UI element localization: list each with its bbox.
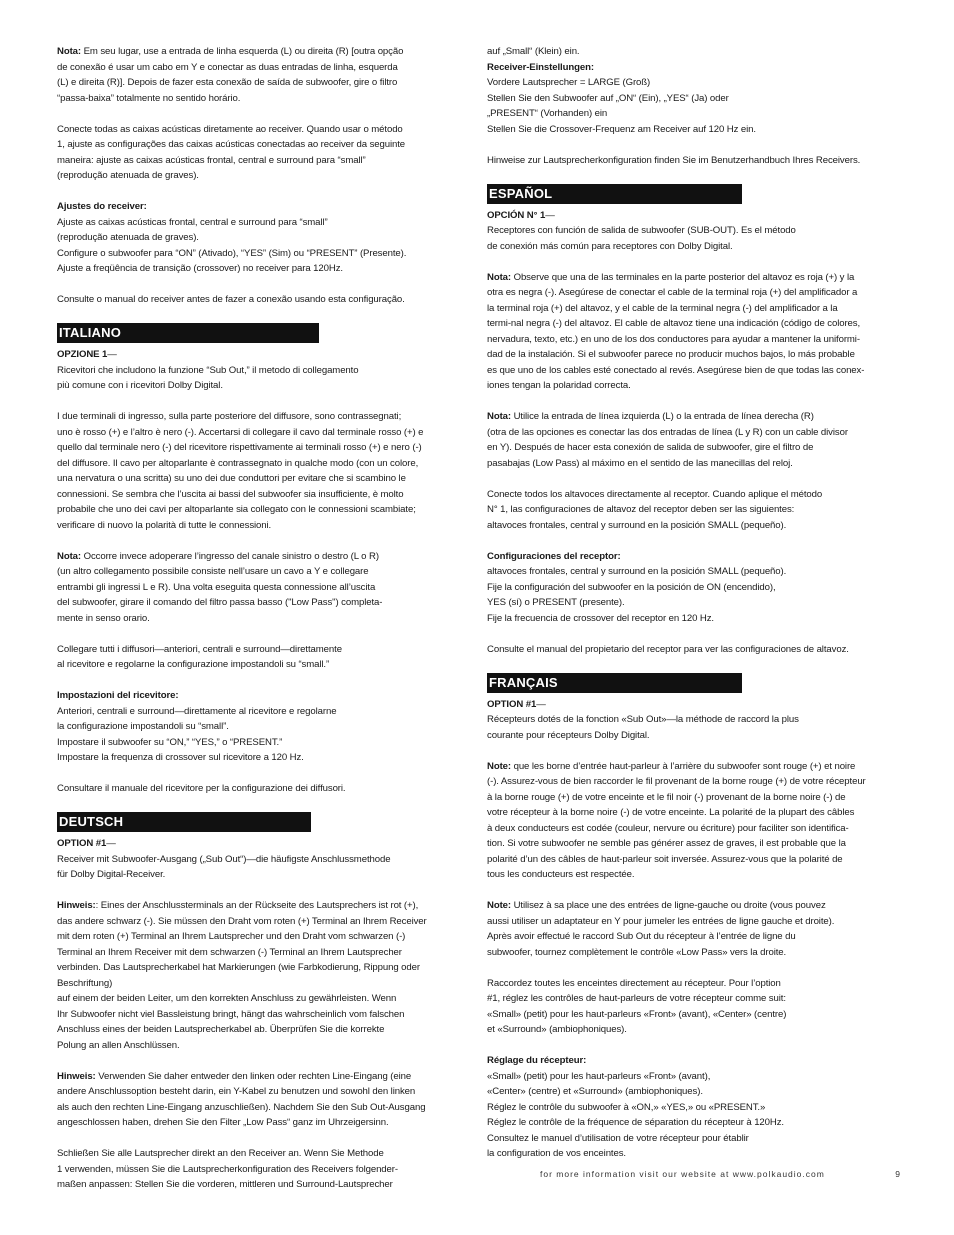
pt-settings-title: Ajustes do receiver:	[57, 201, 147, 212]
es-consult-paragraph: Consulte el manual del propietario del receptor para ver las configuraciones de altavoz.	[487, 643, 849, 655]
page-footer	[540, 1169, 900, 1179]
pt-settings-paragraph: Ajustes do receiver: Ajuste as caixas acústicas frontal, central e surround para “small” (reprodução atenuada de graves). Configure o subwoofer para “ON” (Ativado), “YES” (Sim) ou “PRESENT” (Presente). Ajuste a freqüência de transição (crossover) no receiver para 120Hz.	[57, 199, 467, 277]
de-consult-paragraph: Hinweise zur Lautsprecherkonfiguration finden Sie im Benutzerhandbuch Ihres Receivers.	[487, 154, 861, 166]
de-settings-title: Receiver-Einstellungen:	[487, 61, 594, 73]
pt-nota-paragraph: Nota: Em seu lugar, use a entrada de linha esquerda (L) ou direita (R) [outra opção de conexão é usar um cabo em Y e conectar as duas entradas de linha, esquerda (L) e direita (R)]. Depois de fazer esta conexão de saída de subwoofer, gire o filtro “passa-baixa” totalmente no sentido horário.	[57, 46, 404, 104]
es-connect-paragraph: Conecte todos los altavoces directamente al receptor. Cuando aplique el método N° 1, las configuraciones de altavoz del receptor deben ser las siguientes: altavoces frontales, central y surround en la posición SMALL (pequeño).	[487, 488, 823, 531]
fr-note-paragraph-1: Note: que les borne d’entrée haut-parleur à l’arrière du subwoofer sont rouge (+) et noire (-). Assurez-vous de bien raccorder le fil provenant de la borne rouge (+) de votre récepteur à la borne rouge (+) de votre enceinte et le fil noir (-) provenant de la borne noire (-) de votre récepteur à la borne noire (-) de votre enceinte. La polarité de la plupart des câbles à deux conducteurs est codée (couleur, nervure ou écriture) pour faciliter son identifica- tion. Si votre subwoofer ne semble pas générer assez de graves, il est probable que la polarité d’un des câbles de haut-parleur soit inversée. Assurez-vous que la polarité de tous les conducteurs est respectée.	[487, 760, 866, 880]
pt-consult-paragraph: Consulte o manual do receiver antes de fazer a conexão usando esta configuração.	[57, 294, 405, 305]
de-option-label: OPTION #1	[57, 838, 107, 849]
nota-label: Nota:	[57, 46, 82, 57]
italiano-heading: ITALIANO	[57, 323, 319, 343]
es-settings-paragraph: Configuraciones del receptor: altavoces frontales, central y surround en la posición SMALL (pequeño). Fije la configuración del subwoofer en la posición de ON (encendido), YES (sí) o PRESENT (presente). Fije la frecuencia de crossover del receptor en 120 Hz.	[487, 549, 899, 627]
de-connect-paragraph: Schließen Sie alle Lautsprecher direkt an den Receiver an. Wenn Sie Methode 1 verwenden, müssen Sie die Lautsprecherkonfiguration des Receivers folgender- maßen anpassen: Stellen Sie die vorderen, mittleren und Surround-Lautsprecher	[57, 1148, 398, 1190]
it-consult-paragraph: Consultare il manuale del ricevitore per la configurazione dei diffusori.	[57, 783, 346, 794]
francais-heading: FRANÇAIS	[487, 673, 742, 693]
es-nota-paragraph-1: Nota: Observe que una de las terminales en la parte posterior del altavoz es roja (+) y la otra es negra (-). Asegúrese de conectar el cable de la terminal roja (+) del amplificador a la terminal roja (+) del altavoz, y el cable de la terminal negra (-) del amplificador a la termi-nal negra (-) del altavoz. El cable de altavoz tiene una indicación (código de colores, nervadura, texto, etc.) en uno de los dos conductores para ayudar a mantener la uniformi- dad de la instalación. Si el subwoofer parece no producir muchos bajos, lo más probable es que uno de los cables esté conectado al revés. Asegúrese bien de que todas las conex- iones tengan la polaridad correcta.	[487, 271, 865, 391]
de-hinweis-paragraph-1: Hinweis:: Eines der Anschlussterminals an der Rückseite des Lautsprechers ist rot (+), das andere schwarz (-). Sie müssen den Draht vom roten (+) Terminal an Ihrem Receiver mit dem roten (+) Terminal an Ihrem Lautsprecher und den Draht vom schwarzen (-) Terminal an Ihrem Receiver mit dem schwarzen (-) Terminal an Ihrem Lautsprecher verbinden. Das Lautsprecherkabel hat Markierungen (wie Farbkodierung, Rippung oder Beschriftung) auf einem der beiden Leiter, um den korrekten Anschluss zu gewährleisten. Wenn Ihr Subwoofer nicht viel Bassleistung bringt, hängt das wahrscheinlich vom falschen Anschluss eines der beiden Lautsprecherkabel ab. Überprüfen Sie die korrekte Polung an allen Anschlüssen.	[57, 900, 427, 1051]
fr-option-paragraph: OPTION #1— Récepteurs dotés de la fonction «Sub Out»—la méthode de raccord la plus courante pour récepteurs Dolby Digital.	[487, 698, 799, 741]
it-settings-title: Impostazioni del ricevitore:	[57, 690, 179, 701]
fr-note-paragraph-2: Note: Utilisez à sa place une des entrées de ligne-gauche ou droite (vous pouvez aussi utiliser un adaptateur en Y pour jumeler les entrées de ligne gauche et droite). Après avoir effectué le raccord Sub Out du récepteur à l’entrée de ligne du subwoofer, tournez complètement le contrôle «Low Pass» vers la droite.	[487, 900, 835, 958]
de-connect-continued: auf „Small“ (Klein) ein. Receiver-Einstellungen: Vordere Lautsprecher = LARGE (Groß) Stellen Sie den Subwoofer auf „ON“ (Ein), „YES“ (Ja) oder „PRESENT“ (Vorhanden) ein Stellen Sie die Crossover-Frequenz am Receiver auf 120 Hz ein.	[487, 44, 899, 137]
it-settings-paragraph: Impostazioni del ricevitore: Anteriori, centrali e surround—direttamente al ricevitore e regolarne la configurazione impostandoli su “small”. Impostare il subwoofer su “ON,” “YES,” o “PRESENT.” Impostare la frequenza di crossover sul ricevitore a 120 Hz.	[57, 688, 467, 766]
de-option-paragraph: OPTION #1— Receiver mit Subwoofer-Ausgang („Sub Out“)—die häufigste Anschlussmethode für Dolby Digital-Receiver.	[57, 838, 391, 880]
it-option-paragraph: OPZIONE 1— Ricevitori che includono la funzione “Sub Out,” il metodo di collegamento più comune con i ricevitori Dolby Digital.	[57, 349, 359, 391]
es-option-label: OPCIÓN N° 1	[487, 209, 546, 221]
deutsch-heading: DEUTSCH	[57, 812, 311, 832]
fr-settings-paragraph: Réglage du récepteur: «Small» (petit) pour les haut-parleurs «Front» (avant), «Center» (centre) et «Surround» (ambiophoniques). Réglez le contrôle du subwoofer à «ON,» «YES,» ou «PRESENT.» Réglez le contrôle de la fréquence de séparation du récepteur à 120Hz. Consultez le manuel d’utilisation de votre récepteur pour établir la configuration de vos enceintes.	[487, 1053, 899, 1162]
pt-connect-paragraph: Conecte todas as caixas acústicas diretamente ao receiver. Quando usar o método 1, ajuste as configurações das caixas acústicas conectadas ao receiver da seguinte maneira: ajuste as caixas acústicas frontal, central e surround para “small” (reprodução atenuada de graves).	[57, 123, 406, 181]
fr-connect-paragraph: Raccordez toutes les enceintes directement au récepteur. Pour l’option #1, réglez les contrôles de haut-parleurs de votre récepteur comme suit: «Small» (petit) pour les haut-parleurs «Front» (avant), «Center» (centre) et «Surround» (ambiophoniques).	[487, 977, 787, 1035]
right-column	[487, 44, 899, 1177]
es-settings-title: Configuraciones del receptor:	[487, 550, 621, 562]
it-terminals-paragraph: I due terminali di ingresso, sulla parte posteriore del diffusore, sono contrassegnati; uno è rosso (+) e l’altro è nero (-). Accertarsi di collegare il cavo dal terminale rosso (+) e quello dal terminale nero (-) del ricevitore rispettivamente ai terminali rosso (+) e nero (-) del diffusore. Il cavo per altoparlante è contrassegnato in qualche modo (con un colore, una nervatura o una scritta) su uno dei due conduttori per evitare che si scambino le connessioni. Se sembra che l’uscita ai bassi del subwoofer sia insufficiente, è molto probabile che uno dei cavi per altoparlante sia collegato con le connessioni scambiate; verificare di nuovo la polarità di tutte le connessioni.	[57, 411, 424, 531]
fr-settings-title: Réglage du récepteur:	[487, 1055, 587, 1066]
it-option-label: OPZIONE 1	[57, 349, 108, 360]
espanol-heading: ESPAÑOL	[487, 184, 742, 204]
it-nota-paragraph: Nota: Occorre invece adoperare l’ingresso del canale sinistro o destro (L o R) (un altro collegamento possibile consiste nell’usare un cavo a Y e collegare entrambi gli ingressi L e R). Una volta eseguita questa connessione all’uscita del subwoofer, girare il comando del filtro passa basso ("Low Pass") completa- mente in senso orario.	[57, 550, 383, 624]
page-number: 9	[895, 1169, 900, 1179]
fr-option-label: OPTION #1	[487, 698, 537, 710]
it-connect-paragraph: Collegare tutti i diffusori—anteriori, centrali e surround—direttamente al ricevitore e regolarne la configurazione impostandoli su “small.”	[57, 643, 342, 670]
de-hinweis-paragraph-2: Hinweis: Verwenden Sie daher entweder den linken oder rechten Line-Eingang (eine andere Anschlussoption besteht darin, ein Y-Kabel zu benutzen und sowohl den linken als auch den rechten Line-Eingang anzuschließen). Nachdem Sie den Sub Out-Ausgang angeschlossen haben, drehen Sie den Filter „Low Pass“ ganz im Uhrzeigersinn.	[57, 1070, 426, 1128]
footer-website-text: for more information visit our website at www.polkaudio.com	[540, 1169, 825, 1179]
es-nota-paragraph-2: Nota: Utilice la entrada de línea izquierda (L) o la entrada de línea derecha (R) (otra de las opciones es conectar las dos entradas de línea (L y R) con un cable divisor en Y). Después de hacer esta conexión de salida de subwoofer, gire el filtro de pasabajas (Low Pass) al máximo en el sentido de las manecillas del reloj.	[487, 411, 848, 469]
left-column	[57, 44, 467, 1208]
es-option-paragraph: OPCIÓN N° 1— Receptores con función de salida de subwoofer (SUB-OUT). Es el método de conexión más común para receptores con Dolby Digital.	[487, 209, 796, 252]
